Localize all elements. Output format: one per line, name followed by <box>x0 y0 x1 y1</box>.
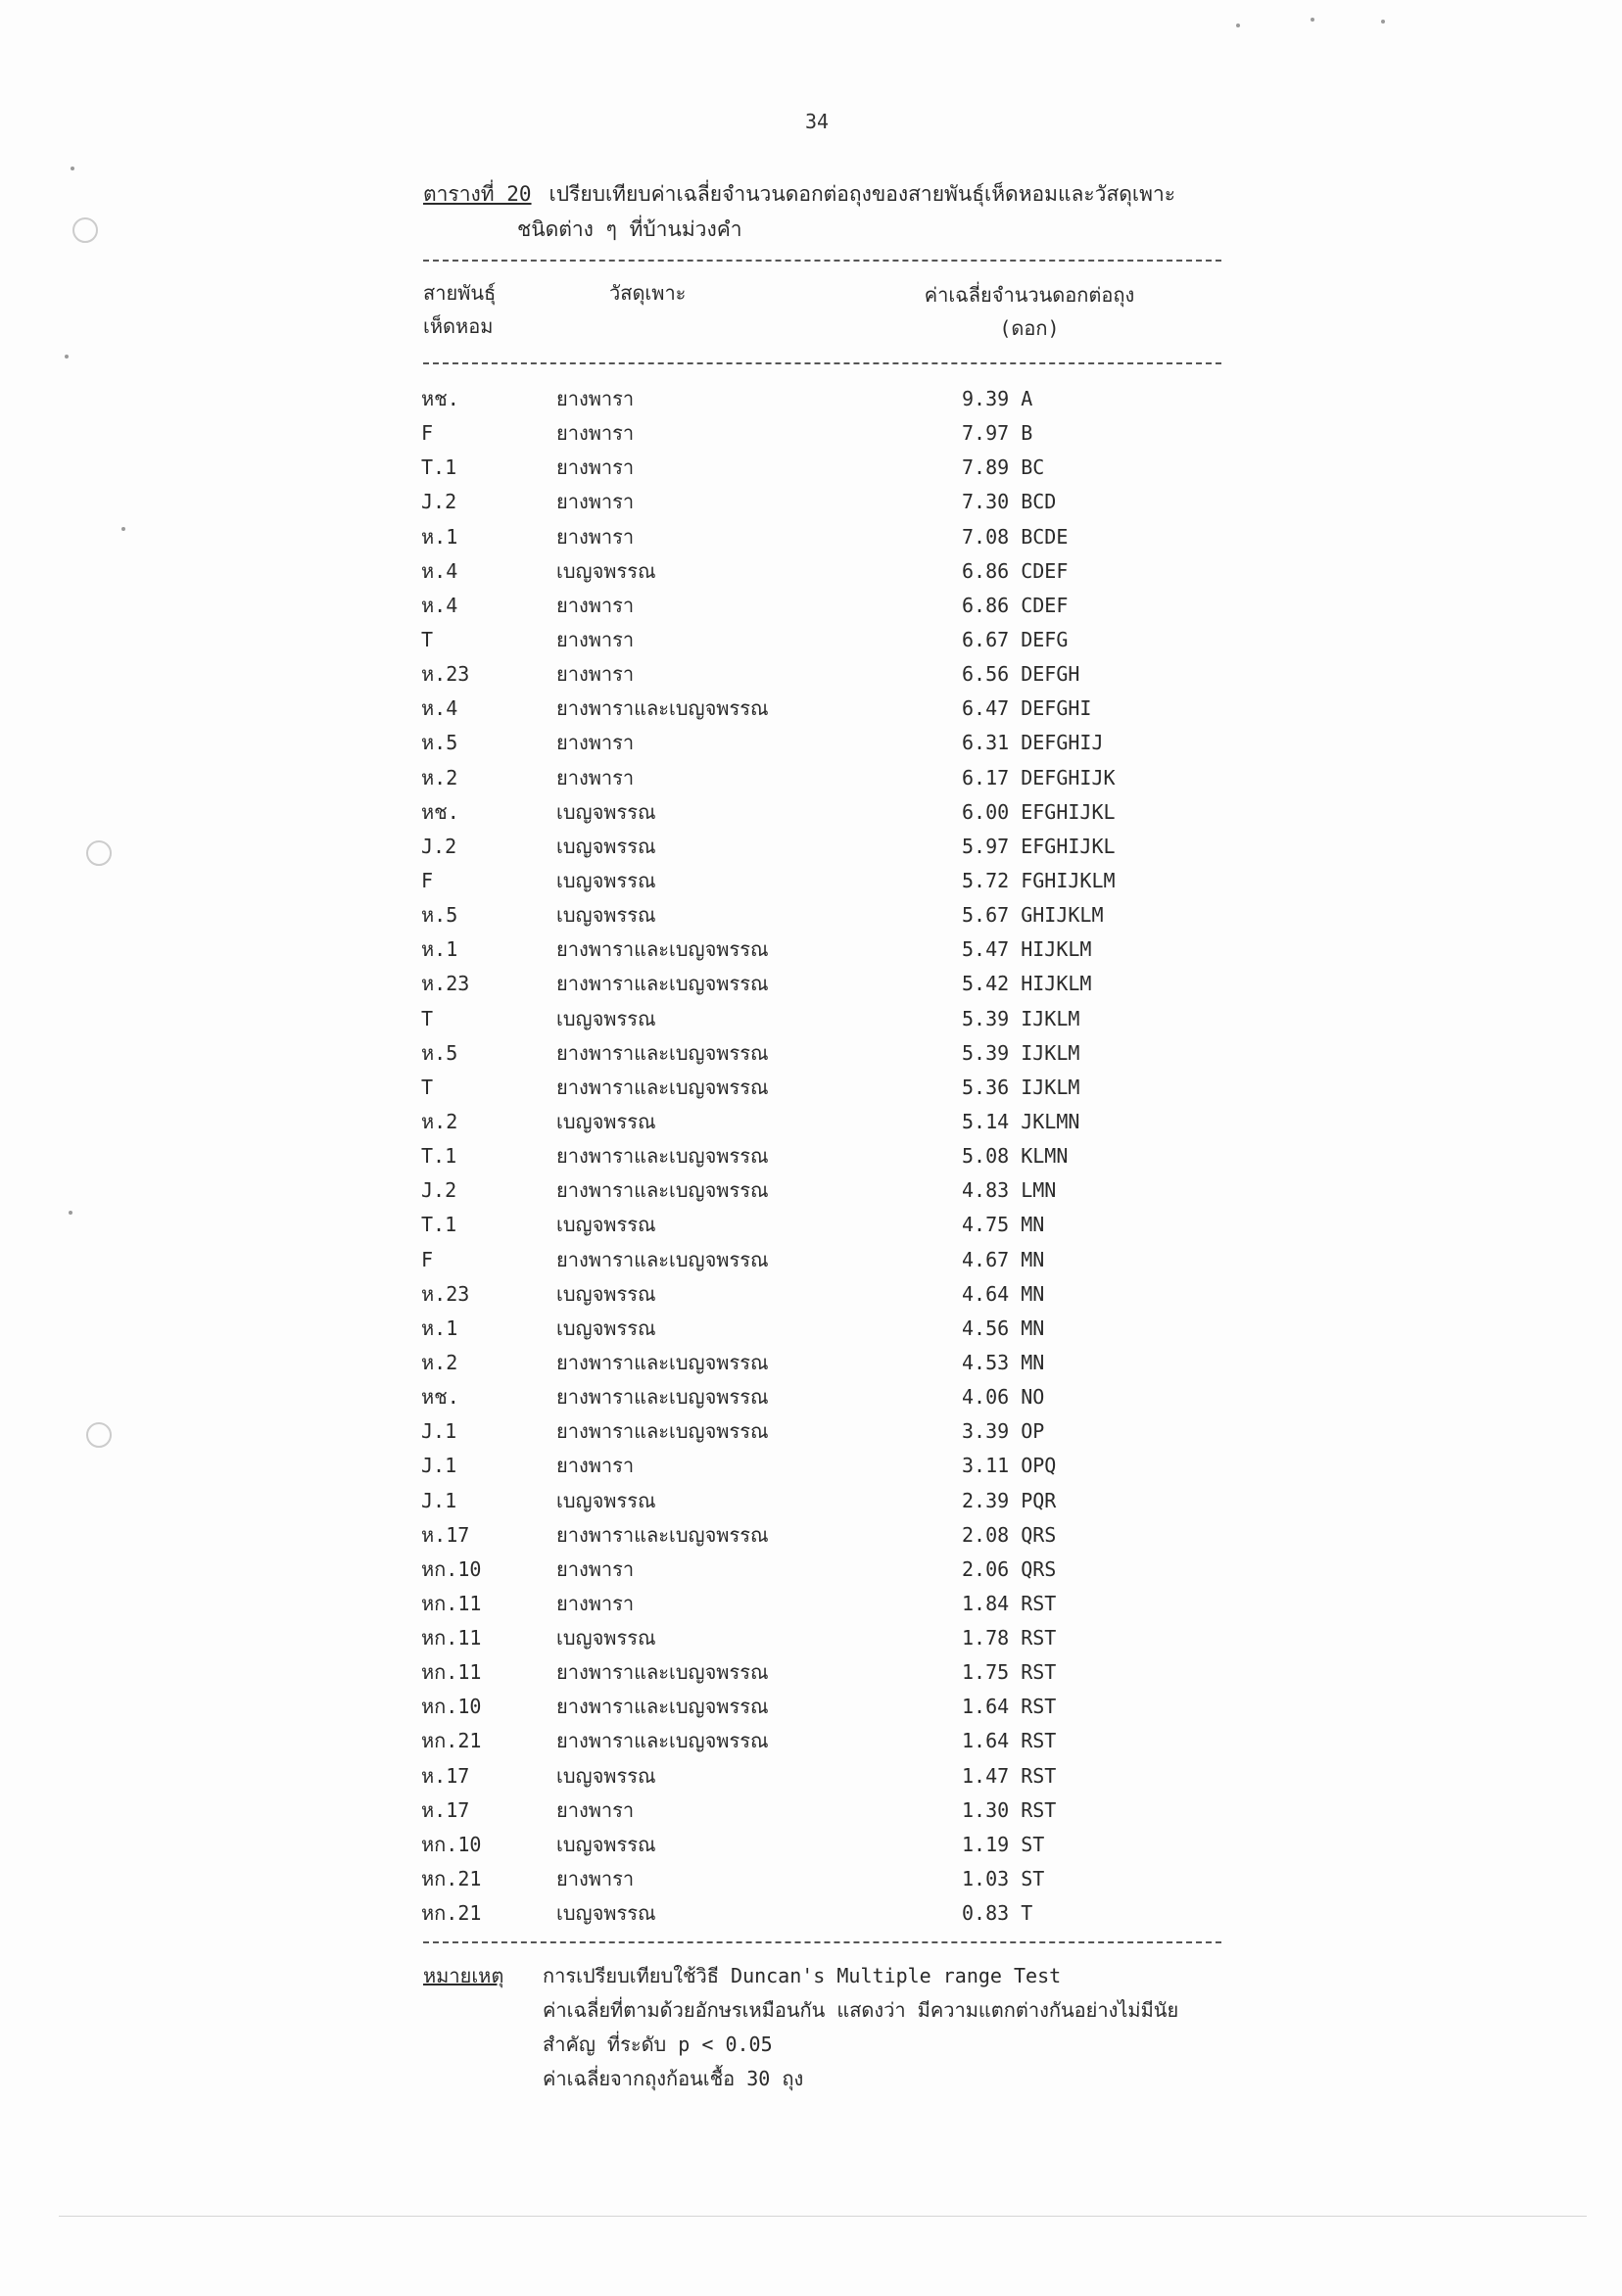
strain-cell: J.1 <box>421 1488 457 1512</box>
substrate-cell: ยางพาราและเบญจพรรณ <box>556 1522 769 1547</box>
mean-cell: 7.30 BCD <box>962 490 1057 514</box>
table-row <box>421 1277 1234 1312</box>
substrate-cell: ยางพาราและเบญจพรรณ <box>556 1075 769 1099</box>
strain-cell: หก.21 <box>421 1901 482 1926</box>
substrate-cell: ยางพารา <box>556 731 635 755</box>
strain-cell: ห.4 <box>421 593 458 617</box>
substrate-cell: ยางพาราและเบญจพรรณ <box>556 1040 769 1065</box>
substrate-cell: เบญจพรรณ <box>556 1109 656 1133</box>
mean-cell: 7.89 BC <box>962 455 1045 480</box>
strain-cell: หก.21 <box>421 1867 482 1891</box>
mean-cell: 6.56 DEFGH <box>962 662 1080 687</box>
substrate-cell: ยางพารา <box>556 524 635 549</box>
strain-cell: J.1 <box>421 1419 457 1444</box>
table-row <box>421 623 1234 657</box>
table-row <box>421 1621 1234 1655</box>
mean-cell: 4.53 MN <box>962 1350 1045 1374</box>
table-row <box>421 898 1234 933</box>
mean-cell: 5.08 KLMN <box>962 1144 1069 1169</box>
strain-cell: หก.10 <box>421 1556 482 1581</box>
table-row <box>421 657 1234 692</box>
scan-speck <box>69 1211 72 1215</box>
substrate-cell: ยางพารา <box>556 421 635 446</box>
table-row <box>421 1071 1234 1105</box>
mean-cell: 1.03 ST <box>962 1867 1045 1891</box>
header-strain-line-2: เห็ดหอม <box>423 314 494 338</box>
mean-cell: 7.97 B <box>962 421 1033 446</box>
strain-cell: หช. <box>421 1385 459 1410</box>
note-line: การเปรียบเทียบใช้วิธี Duncan's Multiple range Test <box>543 1964 1062 1987</box>
table-row <box>421 382 1234 416</box>
table-row <box>421 1449 1234 1483</box>
page-bottom-rule <box>59 2216 1587 2217</box>
substrate-cell: ยางพารา <box>556 1591 635 1615</box>
substrate-cell: เบญจพรรณ <box>556 1281 656 1306</box>
substrate-cell: ยางพารา <box>556 1454 635 1478</box>
substrate-cell: ยางพารา <box>556 662 635 687</box>
mean-cell: 4.06 NO <box>962 1385 1045 1410</box>
mean-cell: 3.11 OPQ <box>962 1454 1057 1478</box>
table-row <box>421 1346 1234 1380</box>
mean-cell: 4.64 MN <box>962 1281 1045 1306</box>
strain-cell: J.2 <box>421 490 457 514</box>
header-mean-line-1: ค่าเฉลี่ยจำนวนดอกต่อถุง <box>924 283 1135 307</box>
substrate-cell: ยางพาราและเบญจพรรณ <box>556 696 769 721</box>
substrate-cell: ยางพาราและเบญจพรรณ <box>556 1144 769 1169</box>
mean-cell: 6.86 CDEF <box>962 593 1069 617</box>
strain-cell: ห.23 <box>421 972 470 996</box>
scan-speck <box>1236 24 1240 27</box>
strain-cell: F <box>421 421 434 446</box>
mean-cell: 1.78 RST <box>962 1626 1057 1650</box>
mean-cell: 4.56 MN <box>962 1315 1045 1340</box>
mean-cell: 1.47 RST <box>962 1763 1057 1788</box>
scan-speck <box>1381 20 1385 24</box>
mean-cell: 5.14 JKLMN <box>962 1109 1080 1133</box>
note-line: ค่าเฉลี่ยจากถุงก้อนเชื้อ 30 ถุง <box>543 2067 804 2090</box>
header-substrate: วัสดุเพาะ <box>609 281 687 305</box>
strain-cell: หก.21 <box>421 1729 482 1753</box>
strain-cell: ห.1 <box>421 524 458 549</box>
table-row <box>421 1484 1234 1518</box>
table-row <box>421 1312 1234 1346</box>
mean-cell: 5.39 IJKLM <box>962 1040 1080 1065</box>
strain-cell: J.1 <box>421 1454 457 1478</box>
substrate-cell: เบญจพรรณ <box>556 868 656 892</box>
strain-cell: ห.5 <box>421 903 458 928</box>
substrate-cell: ยางพาราและเบญจพรรณ <box>556 1247 769 1271</box>
strain-cell: J.2 <box>421 834 457 858</box>
table-row <box>421 864 1234 898</box>
table-label: ตารางที่ 20 <box>423 182 532 206</box>
table-row <box>421 933 1234 967</box>
substrate-cell: ยางพารา <box>556 455 635 480</box>
substrate-cell: ยางพาราและเบญจพรรณ <box>556 1695 769 1719</box>
substrate-cell: เบญจพรรณ <box>556 1626 656 1650</box>
mean-cell: 2.06 QRS <box>962 1556 1057 1581</box>
strain-cell: F <box>421 1247 434 1271</box>
table-row <box>421 1655 1234 1690</box>
strain-cell: T.1 <box>421 1144 457 1169</box>
substrate-cell: เบญจพรรณ <box>556 799 656 824</box>
strain-cell: ห.4 <box>421 696 458 721</box>
mean-cell: 6.86 CDEF <box>962 558 1069 583</box>
substrate-cell: เบญจพรรณ <box>556 558 656 583</box>
strain-cell: หก.11 <box>421 1591 482 1615</box>
substrate-cell: ยางพาราและเบญจพรรณ <box>556 1350 769 1374</box>
strain-cell: ห.2 <box>421 1109 458 1133</box>
mean-cell: 4.83 LMN <box>962 1178 1057 1203</box>
table-bottom-rule <box>423 1941 1221 1943</box>
substrate-cell: ยางพารา <box>556 1867 635 1891</box>
table-caption <box>423 176 1207 247</box>
table-row <box>421 1862 1234 1896</box>
mean-cell: 3.39 OP <box>962 1419 1045 1444</box>
table-row <box>421 1828 1234 1862</box>
table-row <box>421 451 1234 485</box>
strain-cell: หก.11 <box>421 1660 482 1685</box>
substrate-cell: เบญจพรรณ <box>556 1488 656 1512</box>
table-row <box>421 1794 1234 1828</box>
table-body <box>421 382 1234 1931</box>
strain-cell: หก.11 <box>421 1626 482 1650</box>
table-row <box>421 692 1234 726</box>
table-row <box>421 967 1234 1001</box>
strain-cell: ห.5 <box>421 1040 458 1065</box>
substrate-cell: เบญจพรรณ <box>556 1763 656 1788</box>
table-row <box>421 1380 1234 1414</box>
table-row <box>421 1036 1234 1071</box>
mean-cell: 5.39 IJKLM <box>962 1006 1080 1030</box>
table-row <box>421 830 1234 864</box>
scan-speck <box>65 355 69 359</box>
table-row <box>421 1759 1234 1794</box>
strain-cell: T.1 <box>421 455 457 480</box>
table-row <box>421 1173 1234 1208</box>
mean-cell: 4.67 MN <box>962 1247 1045 1271</box>
strain-cell: ห.23 <box>421 662 470 687</box>
strain-cell: ห.2 <box>421 1350 458 1374</box>
mean-cell: 6.31 DEFGHIJ <box>962 731 1104 755</box>
mean-cell: 1.64 RST <box>962 1695 1057 1719</box>
header-mean <box>887 278 1171 345</box>
mean-cell: 5.47 HIJKLM <box>962 937 1092 962</box>
table-top-rule <box>423 260 1221 262</box>
table-row <box>421 1896 1234 1931</box>
substrate-cell: ยางพาราและเบญจพรรณ <box>556 972 769 996</box>
strain-cell: T <box>421 1006 434 1030</box>
mean-cell: 2.08 QRS <box>962 1522 1057 1547</box>
header-mean-line-2: (ดอก) <box>999 316 1060 340</box>
table-row <box>421 761 1234 795</box>
mean-cell: 6.00 EFGHIJKL <box>962 799 1116 824</box>
note-line: ค่าเฉลี่ยที่ตามด้วยอักษรเหมือนกัน แสดงว่า มีความแตกต่างกันอย่างไม่มีนัย <box>543 1998 1179 2022</box>
substrate-cell: เบญจพรรณ <box>556 1901 656 1926</box>
table-row <box>421 1139 1234 1173</box>
strain-cell: ห.5 <box>421 731 458 755</box>
mean-cell: 1.64 RST <box>962 1729 1057 1753</box>
mean-cell: 4.75 MN <box>962 1213 1045 1237</box>
table-row <box>421 1105 1234 1139</box>
substrate-cell: เบญจพรรณ <box>556 903 656 928</box>
table-row <box>421 726 1234 760</box>
header-strain-line-1: สายพันธุ์ <box>423 281 497 305</box>
strain-cell: ห.1 <box>421 937 458 962</box>
substrate-cell: เบญจพรรณ <box>556 1832 656 1856</box>
substrate-cell: ยางพารา <box>556 490 635 514</box>
header-strain <box>423 276 496 343</box>
caption-line-2: ชนิดต่าง ๆ ที่บ้านม่วงคำ <box>517 217 742 241</box>
scan-speck <box>121 527 125 531</box>
table-row <box>421 554 1234 589</box>
note-text <box>543 1959 1228 2096</box>
strain-cell: ห.17 <box>421 1763 470 1788</box>
substrate-cell: ยางพารา <box>556 593 635 617</box>
punch-hole-mark <box>86 1422 112 1448</box>
substrate-cell: ยางพาราและเบญจพรรณ <box>556 1729 769 1753</box>
mean-cell: 1.84 RST <box>962 1591 1057 1615</box>
table-row <box>421 485 1234 519</box>
substrate-cell: ยางพาราและเบญจพรรณ <box>556 937 769 962</box>
table-row <box>421 1208 1234 1242</box>
caption-line-1: เปรียบเทียบค่าเฉลี่ยจำนวนดอกต่อถุงของสายพันธุ์เห็ดหอมและวัสดุเพาะ <box>549 182 1176 206</box>
substrate-cell: ยางพารา <box>556 1556 635 1581</box>
table-row <box>421 1002 1234 1036</box>
mean-cell: 7.08 BCDE <box>962 524 1069 549</box>
strain-cell: ห.1 <box>421 1315 458 1340</box>
mean-cell: 2.39 PQR <box>962 1488 1057 1512</box>
mean-cell: 5.36 IJKLM <box>962 1075 1080 1099</box>
note-line: สำคัญ ที่ระดับ p < 0.05 <box>543 2033 773 2056</box>
strain-cell: หช. <box>421 387 459 410</box>
substrate-cell: ยางพาราและเบญจพรรณ <box>556 1178 769 1203</box>
strain-cell: F <box>421 868 434 892</box>
table-row <box>421 1724 1234 1758</box>
substrate-cell: ยางพาราและเบญจพรรณ <box>556 1385 769 1410</box>
table-row <box>421 795 1234 830</box>
punch-hole-mark <box>86 840 112 866</box>
table-row <box>421 589 1234 623</box>
mean-cell: 1.75 RST <box>962 1660 1057 1685</box>
page-number: 34 <box>805 110 830 133</box>
strain-cell: ห.23 <box>421 1281 470 1306</box>
mean-cell: 5.42 HIJKLM <box>962 972 1092 996</box>
substrate-cell: ยางพารา <box>556 1797 635 1822</box>
strain-cell: ห.4 <box>421 558 458 583</box>
strain-cell: หก.10 <box>421 1832 482 1856</box>
substrate-cell: เบญจพรรณ <box>556 1213 656 1237</box>
strain-cell: J.2 <box>421 1178 457 1203</box>
substrate-cell: ยางพาราและเบญจพรรณ <box>556 1660 769 1685</box>
mean-cell: 1.30 RST <box>962 1797 1057 1822</box>
scan-speck <box>1311 18 1314 22</box>
note-label: หมายเหตุ <box>423 1964 504 1987</box>
mean-cell: 6.67 DEFG <box>962 627 1069 651</box>
table-row <box>421 1243 1234 1277</box>
strain-cell: ห.17 <box>421 1797 470 1822</box>
substrate-cell: ยางพารา <box>556 387 635 410</box>
table-row <box>421 1587 1234 1621</box>
substrate-cell: เบญจพรรณ <box>556 1315 656 1340</box>
substrate-cell: เบญจพรรณ <box>556 834 656 858</box>
scan-speck <box>71 167 74 170</box>
punch-hole-mark <box>72 217 98 243</box>
substrate-cell: ยางพารา <box>556 765 635 789</box>
table-header-rule <box>423 362 1221 364</box>
substrate-cell: ยางพาราและเบญจพรรณ <box>556 1419 769 1444</box>
table-row <box>421 520 1234 554</box>
table-row <box>421 416 1234 451</box>
strain-cell: ห.2 <box>421 765 458 789</box>
table-row <box>421 1518 1234 1553</box>
mean-cell: 6.17 DEFGHIJK <box>962 765 1116 789</box>
mean-cell: 5.97 EFGHIJKL <box>962 834 1116 858</box>
mean-cell: 6.47 DEFGHI <box>962 696 1092 721</box>
strain-cell: T.1 <box>421 1213 457 1237</box>
table-row <box>421 1690 1234 1724</box>
mean-cell: 5.72 FGHIJKLM <box>962 868 1116 892</box>
table-row <box>421 1553 1234 1587</box>
substrate-cell: เบญจพรรณ <box>556 1006 656 1030</box>
substrate-cell: ยางพารา <box>556 627 635 651</box>
strain-cell: T <box>421 627 434 651</box>
strain-cell: ห.17 <box>421 1522 470 1547</box>
strain-cell: T <box>421 1075 434 1099</box>
mean-cell: 5.67 GHIJKLM <box>962 903 1104 928</box>
table-row <box>421 1414 1234 1449</box>
mean-cell: 0.83 T <box>962 1901 1033 1926</box>
strain-cell: หช. <box>421 799 459 824</box>
mean-cell: 1.19 ST <box>962 1832 1045 1856</box>
strain-cell: หก.10 <box>421 1695 482 1719</box>
mean-cell: 9.39 A <box>962 387 1033 410</box>
